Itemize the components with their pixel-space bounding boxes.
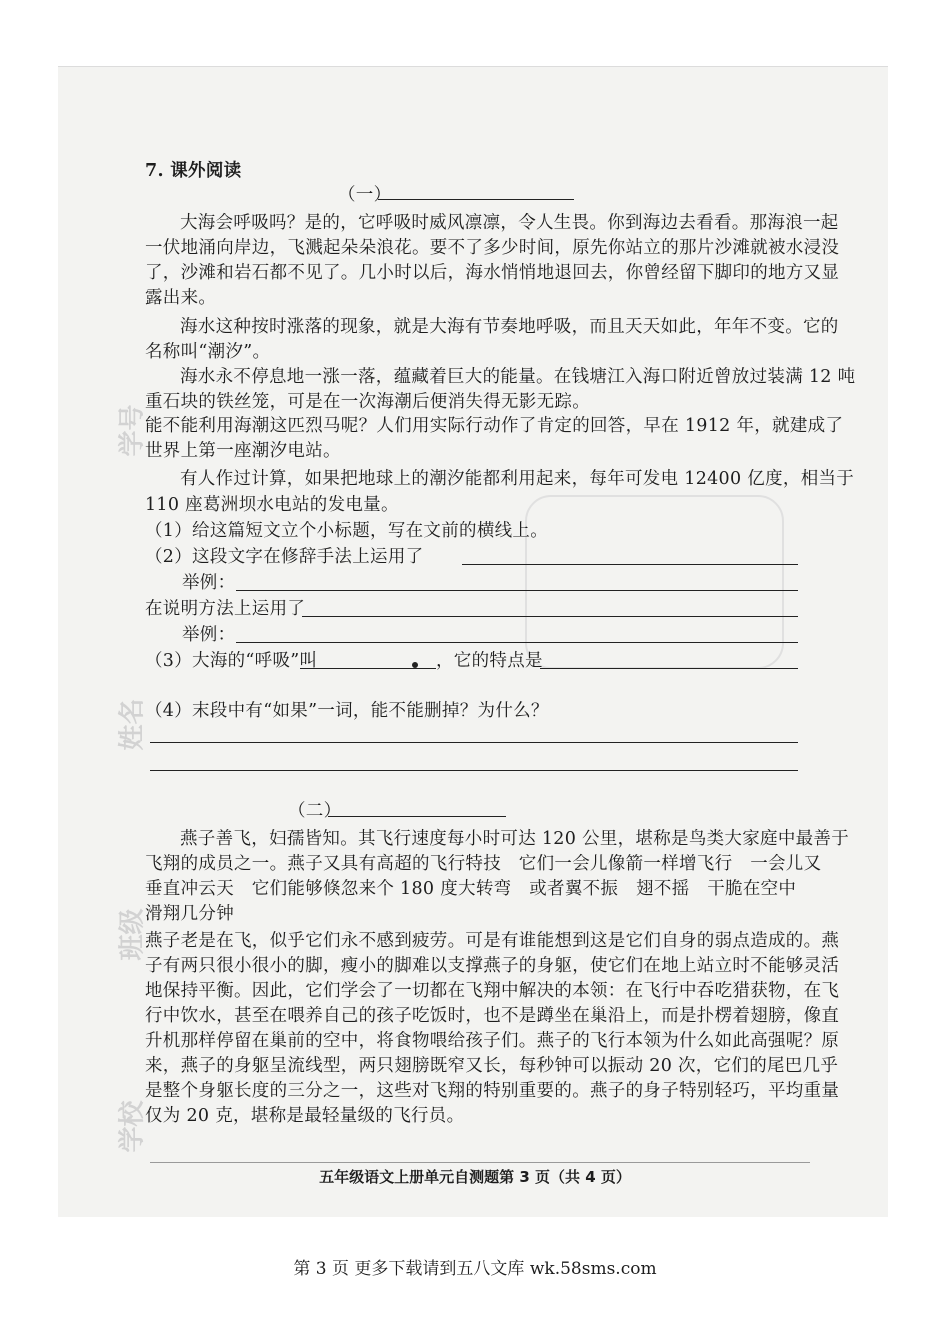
- passage2-line: 飞翔的成员之一。燕子又具有高超的飞行特技 它们一会儿像箭一样增飞行 一会儿又: [145, 854, 822, 874]
- answer-line-q2[interactable]: [462, 564, 798, 565]
- section-heading: 7. 课外阅读: [145, 161, 242, 181]
- passage1-title-blank[interactable]: [378, 199, 574, 200]
- passage1-line: 世界上第一座潮汐电站。: [145, 441, 341, 461]
- passage2-line: 行中饮水，甚至在喂养自己的孩子吃饭时，也不是蹲坐在巢沿上，而是扑楞着翅膀，像直: [145, 1006, 840, 1026]
- passage1-line: 重石块的铁丝笼，可是在一次海潮后便消失得无影无踪。: [145, 392, 590, 412]
- passage1-line: 一伏地涌向岸边，飞溅起朵朵浪花。要不了多少时间，原先你站立的那片沙滩就被水浸没: [145, 238, 840, 258]
- passage2-title: [288, 800, 588, 822]
- passage2-line: 仅为 20 克，堪称是最轻量级的飞行员。: [145, 1106, 465, 1126]
- answer-line-q4-2[interactable]: [150, 770, 798, 771]
- question-1: （1）给这篇短文立个小标题，写在文前的横线上。: [145, 521, 549, 541]
- passage2-line: 是整个身躯长度的三分之一，这些对飞翔的特别重要的。燕子的身子特别轻巧，平均重量: [145, 1081, 840, 1101]
- answer-line-q2b[interactable]: [302, 616, 798, 617]
- passage1-line: 露出来。: [145, 288, 217, 308]
- question-2: （2）这段文字在修辞手法上运用了: [145, 547, 424, 567]
- margin-stamp-xuexiao: 学校: [117, 1100, 148, 1153]
- download-caption: 第 3 页 更多下载请到五八文库 wk.58sms.com: [293, 1259, 657, 1279]
- passage1-title-prefix: （一）: [338, 185, 392, 205]
- passage1-line: 能不能利用海潮这匹烈马呢？人们用实际行动作了肯定的回答，早在 1912 年，就建成了: [145, 416, 844, 436]
- margin-stamp-xingming: 姓名: [117, 698, 148, 751]
- ink-dot: [412, 662, 418, 668]
- passage2-line: 子有两只很小很小的脚，瘦小的脚难以支撑燕子的身躯，使它们在地上站立时不能够灵活: [145, 956, 840, 976]
- question-3a: （3）大海的“呼吸”叫: [145, 651, 318, 671]
- passage2-line: 垂直冲云天 它们能够倏忽来个 180 度大转弯 或者翼不振 翅不摇 干脆在空中: [145, 879, 797, 899]
- passage1-line: 海水这种按时涨落的现象，就是大海有节奏地呼吸，而且天天如此，年年不变。它的: [180, 317, 839, 337]
- footer-rule: [150, 1162, 810, 1163]
- margin-stamp-banji: 班级: [117, 908, 148, 961]
- example-label: 举例：: [182, 625, 236, 645]
- passage2-title-blank[interactable]: [328, 816, 506, 817]
- answer-line-q4-1[interactable]: [150, 742, 798, 743]
- passage1-line: 海水永不停息地一涨一落，蕴藏着巨大的能量。在钱塘江入海口附近曾放过装满 12 吨: [180, 367, 856, 387]
- passage2-line: 来，燕子的身躯呈流线型，两只翅膀既窄又长，每秒钟可以振动 20 次，它们的尾巴几乎: [145, 1056, 839, 1076]
- page-footer: 五年级语文上册单元自测题第 3 页（共 4 页）: [319, 1168, 631, 1186]
- answer-line-q3-feature[interactable]: [540, 668, 798, 669]
- passage2-line: 燕子老是在飞，似乎它们永不感到疲劳。可是有谁能想到这是它们自身的弱点造成的。燕: [145, 931, 840, 951]
- passage1-line: 名称叫“潮汐”。: [145, 342, 271, 362]
- passage2-line: 升机那样停留在巢前的空中，将食物喂给孩子们。燕子的飞行本领为什么如此高强呢？原: [145, 1031, 840, 1051]
- passage1-line: 大海会呼吸吗？是的，它呼吸时威风凛凛，令人生畏。你到海边去看看。那海浪一起: [180, 213, 839, 233]
- answer-line-q2-example[interactable]: [236, 590, 798, 591]
- passage2-line: 地保持平衡。因此，它们学会了一切都在飞翔中解决的本领：在飞行中吞吃猎获物，在飞: [145, 981, 840, 1001]
- passage1-line: 有人作过计算，如果把地球上的潮汐能都利用起来，每年可发电 12400 亿度，相当于: [180, 469, 855, 489]
- example-label: 举例：: [182, 573, 236, 593]
- passage1-title: [338, 184, 638, 206]
- passage2-title-prefix: （二）: [288, 801, 342, 821]
- margin-stamp-xuehao: 学号: [117, 404, 148, 457]
- answer-line-q3-name[interactable]: [300, 668, 436, 669]
- question-4: （4）末段中有“如果”一词，能不能删掉？为什么？: [145, 701, 549, 721]
- question-2b: 在说明方法上运用了: [145, 599, 306, 619]
- question-3b: ，它的特点是: [436, 651, 543, 671]
- passage2-line: 燕子善飞，妇孺皆知。其飞行速度每小时可达 120 公里，堪称是鸟类大家庭中最善于: [180, 829, 850, 849]
- passage1-line: 了，沙滩和岩石都不见了。几小时以后，海水悄悄地退回去，你曾经留下脚印的地方又显: [145, 263, 840, 283]
- answer-line-q2b-example[interactable]: [236, 642, 798, 643]
- passage1-line: 110 座葛洲坝水电站的发电量。: [145, 495, 399, 515]
- passage2-line: 滑翔几分钟: [145, 904, 234, 924]
